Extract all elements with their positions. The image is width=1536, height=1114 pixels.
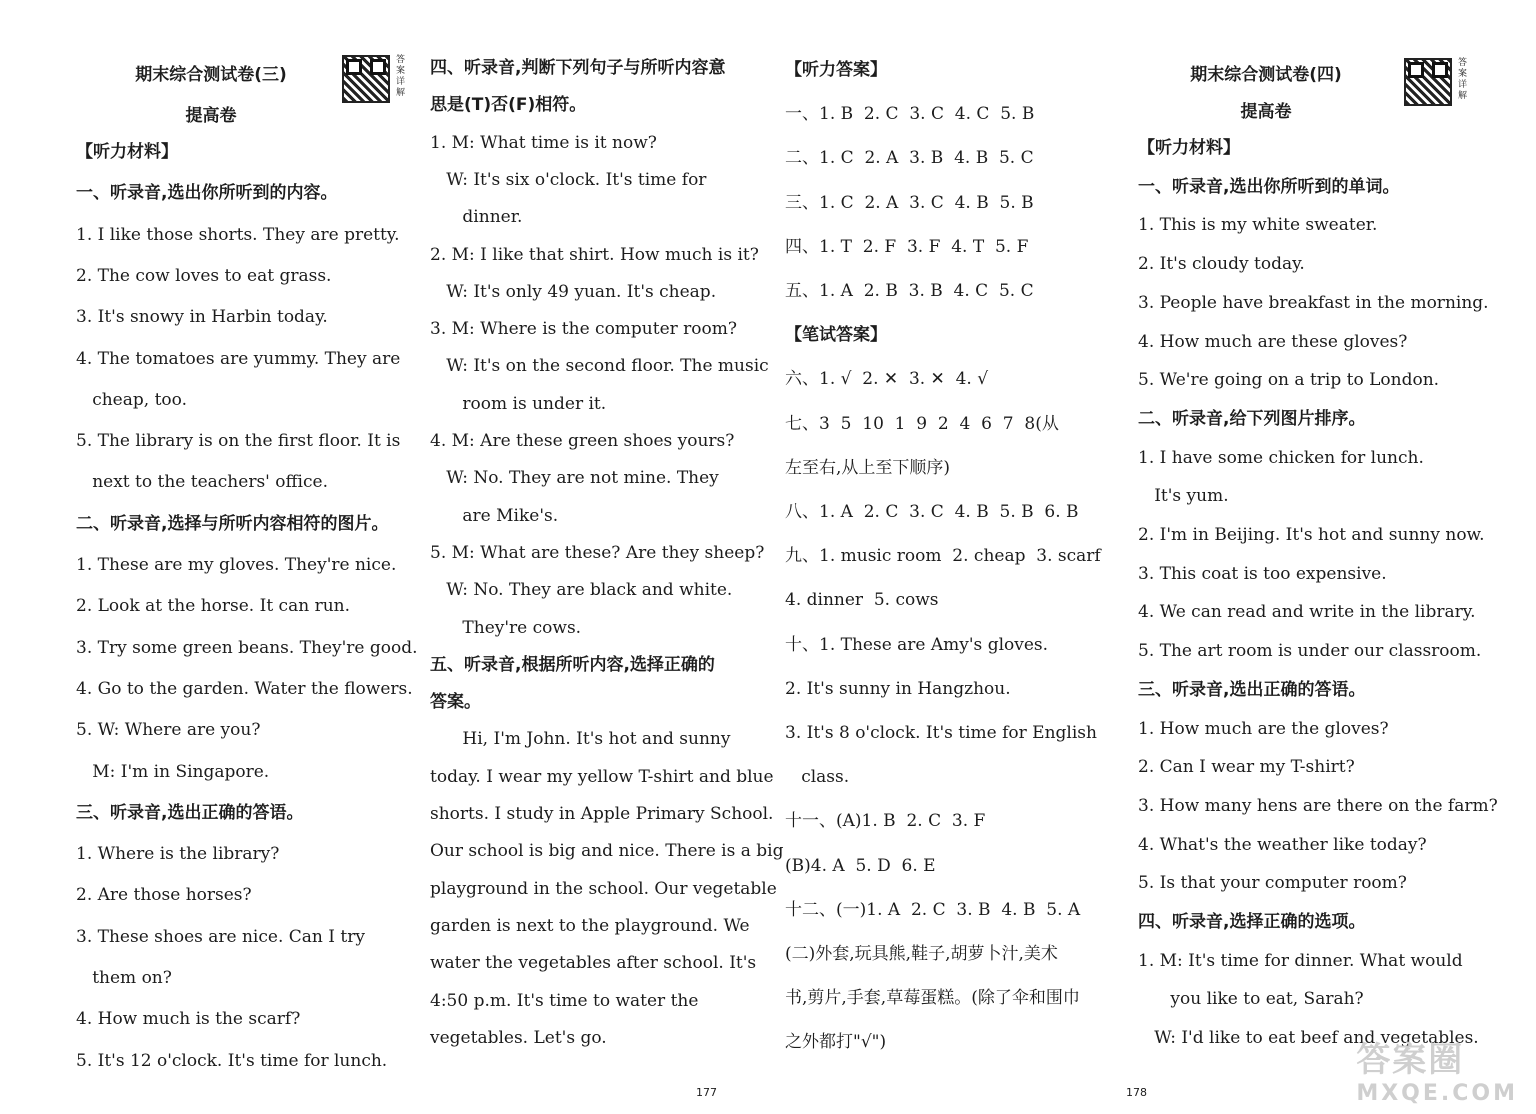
text-line: 1. How much are the gloves? — [1138, 718, 1389, 739]
text-line: next to the teachers' office. — [76, 472, 328, 493]
text-line: today. I wear my yellow T-shirt and blue — [430, 766, 774, 787]
qr-code-icon[interactable] — [342, 55, 390, 103]
text-line: 之外都打"√") — [785, 1032, 887, 1053]
section-heading: 四、听录音,选择正确的选项。 — [1138, 912, 1366, 932]
text-line: 3. These shoes are nice. Can I try — [76, 926, 365, 947]
text-line: 4. We can read and write in the library. — [1138, 602, 1476, 623]
text-line: 4. The tomatoes are yummy. They are — [76, 348, 401, 369]
text-line: 1. These are my gloves. They're nice. — [76, 555, 397, 575]
text-line: shorts. I study in Apple Primary School. — [430, 804, 774, 824]
text-line: water the vegetables after school. It's — [430, 953, 757, 974]
text-line: 2. It's cloudy today. — [1138, 254, 1305, 275]
text-line: garden is next to the playground. We — [430, 915, 750, 936]
section-heading: 【听力答案】 — [785, 60, 887, 80]
text-line: 六、1. √ 2. ✕ 3. ✕ 4. √ — [785, 369, 989, 390]
section-heading: 【听力材料】 — [1138, 138, 1240, 158]
page-number-right: 178 — [1126, 1086, 1147, 1099]
section-heading: 【笔试答案】 — [785, 325, 887, 346]
text-line: (二)外套,玩具熊,鞋子,胡萝卜汁,美术 — [785, 944, 1058, 964]
section-heading: 五、听录音,根据所听内容,选择正确的 — [430, 654, 715, 675]
text-line: It's yum. — [1138, 486, 1229, 507]
text-line: 3. How many hens are there on the farm? — [1138, 795, 1498, 816]
text-line: 左至右,从上至下顺序) — [785, 457, 951, 478]
text-line: M: I'm in Singapore. — [76, 761, 270, 782]
qr-label: 答案详解 — [396, 55, 406, 98]
text-line: 3. It's 8 o'clock. It's time for English — [785, 723, 1097, 743]
section-heading: 答案。 — [430, 692, 481, 713]
section-heading: 【听力材料】 — [76, 142, 178, 162]
text-line: 七、3 5 10 1 9 2 4 6 7 8(从 — [785, 413, 1059, 434]
text-line: 2. Are those horses? — [76, 885, 252, 906]
qr-code-icon[interactable] — [1404, 58, 1452, 106]
text-line: 3. This coat is too expensive. — [1138, 563, 1387, 584]
qr-label: 答案详解 — [1458, 58, 1468, 101]
text-line: them on? — [76, 968, 172, 988]
text-line: dinner. — [430, 207, 523, 228]
text-line: 5. Is that your computer room? — [1138, 873, 1407, 894]
text-line: 4. What's the weather like today? — [1138, 834, 1427, 855]
text-line: 一、1. B 2. C 3. C 4. C 5. B — [785, 104, 1035, 125]
text-line: 5. M: What are these? Are they sheep? — [430, 542, 765, 563]
text-line: They're cows. — [430, 617, 582, 638]
text-line: 四、1. T 2. F 3. F 4. T 5. F — [785, 236, 1029, 257]
text-line: W: It's on the second floor. The music — [430, 356, 769, 377]
watermark — [1356, 1032, 1518, 1106]
text-line: 2. It's sunny in Hangzhou. — [785, 678, 1011, 699]
section-heading: 二、听录音,选择与所听内容相符的图片。 — [76, 513, 389, 534]
text-line: 3. Try some green beans. They're good. — [76, 637, 418, 658]
text-line: 5. We're going on a trip to London. — [1138, 370, 1440, 391]
watermark-bottom: MXQE.COM — [1356, 1081, 1518, 1106]
section-heading: 三、听录音,选出正确的答语。 — [76, 802, 304, 823]
text-line: 1. I have some chicken for lunch. — [1138, 447, 1424, 468]
section-heading: 四、听录音,判断下列句子与所听内容意 — [430, 58, 726, 78]
text-line: 八、1. A 2. C 3. C 4. B 5. B 6. B — [785, 502, 1079, 522]
text-line: 2. I'm in Beijing. It's hot and sunny now. — [1138, 525, 1485, 545]
test-title-4: 期末综合测试卷(四) — [1190, 65, 1342, 85]
text-line: 五、1. A 2. B 3. B 4. C 5. C — [785, 281, 1034, 301]
text-line: 2. Look at the horse. It can run. — [76, 596, 350, 617]
text-line: playground in the school. Our vegetable — [430, 878, 777, 899]
section-heading: 思是(T)否(F)相符。 — [430, 95, 587, 116]
text-line: 3. People have breakfast in the morning. — [1138, 292, 1489, 313]
test-subtitle-3: 提高卷 — [185, 106, 237, 126]
text-line: 4. dinner 5. cows — [785, 590, 939, 611]
text-line: 4. Go to the garden. Water the flowers. — [76, 678, 413, 699]
test-title-3: 期末综合测试卷(三) — [135, 65, 287, 85]
text-line: 十一、(A)1. B 2. C 3. F — [785, 811, 986, 832]
text-line: 十二、(一)1. A 2. C 3. B 4. B 5. A — [785, 899, 1081, 920]
text-line: 十、1. These are Amy's gloves. — [785, 634, 1049, 655]
text-line: 5. The library is on the first floor. It is — [76, 431, 401, 452]
text-line: you like to eat, Sarah? — [1138, 989, 1364, 1010]
section-heading: 一、听录音,选出你所听到的内容。 — [76, 183, 338, 204]
text-line: W: No. They are not mine. They — [430, 468, 719, 489]
text-line: W: No. They are black and white. — [430, 580, 733, 601]
text-line: 二、1. C 2. A 3. B 4. B 5. C — [785, 148, 1034, 169]
text-line: 九、1. music room 2. cheap 3. scarf — [785, 546, 1101, 567]
text-line: are Mike's. — [430, 505, 559, 526]
text-line: class. — [785, 767, 850, 788]
text-line: 1. I like those shorts. They are pretty. — [76, 224, 400, 245]
text-line: 4. How much are these gloves? — [1138, 331, 1408, 352]
text-line: 2. The cow loves to eat grass. — [76, 265, 332, 286]
text-line: 4. How much is the scarf? — [76, 1009, 301, 1030]
text-line: 1. M: It's time for dinner. What would — [1138, 950, 1463, 971]
text-line: 5. The art room is under our classroom. — [1138, 641, 1482, 662]
text-line: 1. M: What time is it now? — [430, 132, 657, 153]
text-line: 1. This is my white sweater. — [1138, 215, 1378, 236]
text-line: Our school is big and nice. There is a big — [430, 841, 784, 862]
text-line: 2. M: I like that shirt. How much is it? — [430, 244, 759, 265]
text-line: (B)4. A 5. D 6. E — [785, 855, 936, 876]
text-line: 5. It's 12 o'clock. It's time for lunch. — [76, 1050, 388, 1071]
text-line: W: It's only 49 yuan. It's cheap. — [430, 281, 717, 302]
text-line: vegetables. Let's go. — [430, 1027, 607, 1048]
text-line: 1. Where is the library? — [76, 844, 280, 865]
text-line: W: I'd like to eat beef and vegetables. — [1138, 1028, 1479, 1049]
text-line: 4:50 p.m. It's time to water the — [430, 990, 699, 1011]
text-line: 3. M: Where is the computer room? — [430, 319, 738, 340]
test-subtitle-4: 提高卷 — [1240, 102, 1292, 122]
section-heading: 三、听录音,选出正确的答语。 — [1138, 679, 1366, 700]
section-heading: 二、听录音,给下列图片排序。 — [1138, 408, 1366, 429]
text-line: 2. Can I wear my T-shirt? — [1138, 757, 1355, 778]
text-line: W: It's six o'clock. It's time for — [430, 169, 707, 190]
text-line: 5. W: Where are you? — [76, 720, 261, 741]
text-line: 三、1. C 2. A 3. C 4. B 5. B — [785, 192, 1034, 213]
section-heading: 一、听录音,选出你所听到的单词。 — [1138, 176, 1400, 197]
text-line: Hi, I'm John. It's hot and sunny — [430, 729, 731, 750]
watermark-top: 答案圈 — [1356, 1040, 1465, 1080]
text-line: room is under it. — [430, 393, 607, 414]
page-number-left: 177 — [696, 1086, 717, 1099]
text-line: 3. It's snowy in Harbin today. — [76, 307, 328, 328]
text-line: 4. M: Are these green shoes yours? — [430, 431, 735, 451]
text-line: 书,剪片,手套,草莓蛋糕。(除了伞和围巾 — [785, 988, 1080, 1009]
text-line: cheap, too. — [76, 389, 187, 410]
